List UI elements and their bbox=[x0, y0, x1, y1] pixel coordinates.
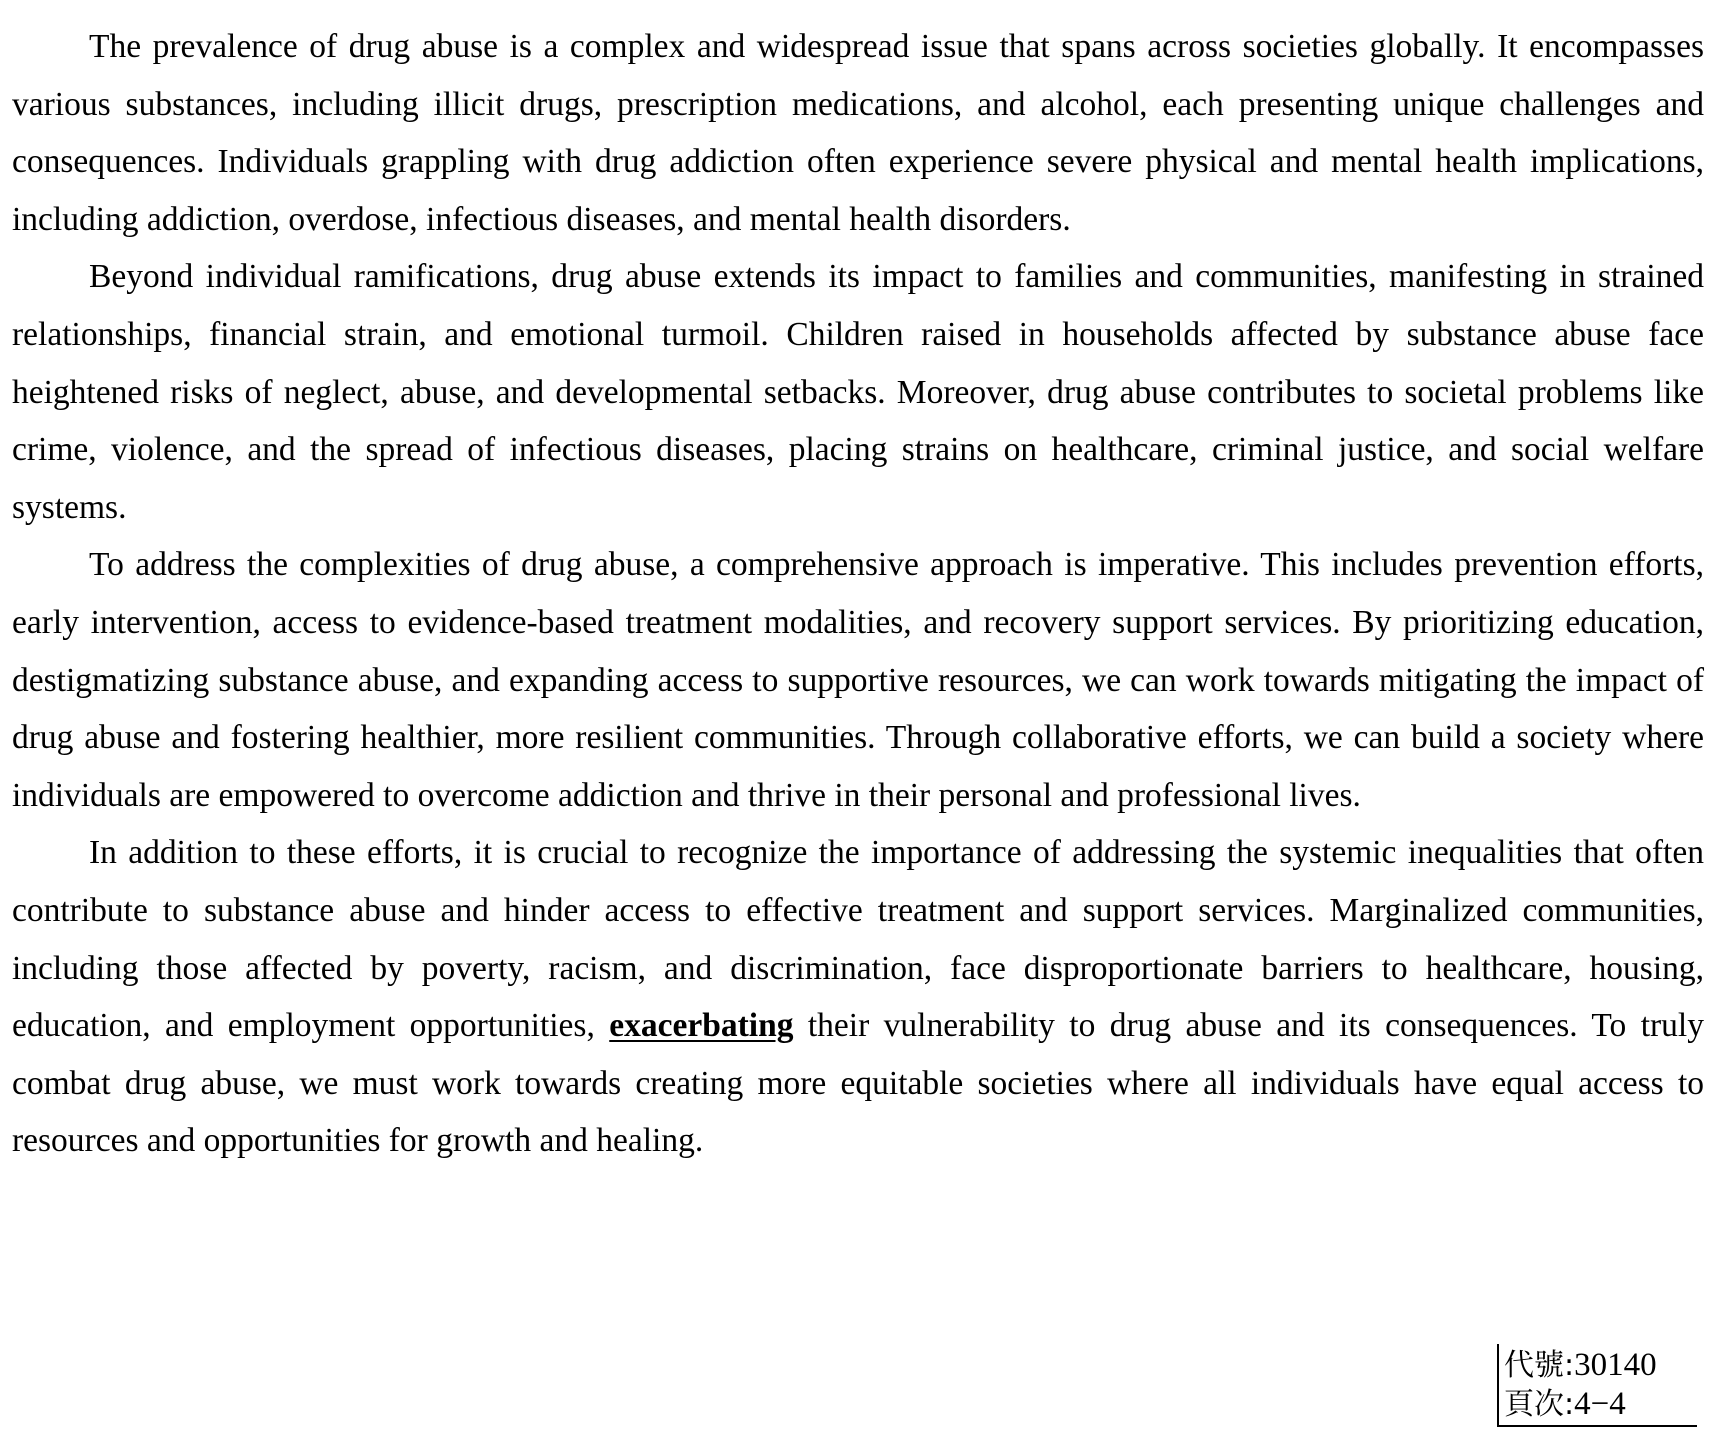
page-number-row bbox=[1504, 1385, 1697, 1424]
paragraph-2: Beyond individual ramifications, drug abuse extends its impact to families and communities, manifesting in strained relationships, financial strain, and emotional turmoil. Children raised in households affected by substance abuse face heightened risks of neglect, abuse, and developmental setbacks. Moreover, drug abuse contributes to societal problems like crime, violence, and the spread of infectious diseases, placing strains on healthcare, criminal justice, and social welfare systems. bbox=[12, 258, 1704, 526]
paragraph-4-before: In addition to these efforts, it is crucial to recognize the importance of addressing the systemic inequalities that often contribute to substance abuse and hinder access to effective treatment and support services. Marginalized communities, including those affected by poverty, racism, and discrimination, face disproportionate barriers to healthcare, housing, education, and employment opportunities, bbox=[12, 834, 1704, 1045]
article-body bbox=[12, 18, 1704, 1170]
paragraph-4-after: their vulnerability to drug abuse and its consequences. To truly combat drug abuse, we must work towards creating more equitable societies where all individuals have equal access to resources and opportunities for growth and healing. bbox=[12, 1007, 1704, 1160]
exam-code-row bbox=[1504, 1346, 1697, 1385]
page-label: 頁次: bbox=[1504, 1387, 1575, 1422]
page-value: 4−4 bbox=[1574, 1386, 1626, 1422]
exam-code-box bbox=[1497, 1344, 1697, 1427]
paragraph-1: The prevalence of drug abuse is a complex and widespread issue that spans across societies globally. It encompasses various substances, including illicit drugs, prescription medications, and alcohol, each presenting unique challenges and consequences. Individuals grappling with drug addiction often experience severe physical and mental health implications, including addiction, overdose, infectious diseases, and mental health disorders. bbox=[12, 28, 1704, 238]
paragraph-3: To address the complexities of drug abuse, a comprehensive approach is imperative. This includes prevention efforts, early intervention, access to evidence-based treatment modalities, and recovery support services. By prioritizing education, destigmatizing substance abuse, and expanding access to supportive resources, we can work towards mitigating the impact of drug abuse and fostering healthier, more resilient communities. Through collaborative efforts, we can build a society where individuals are empowered to overcome addiction and thrive in their personal and professional lives. bbox=[12, 546, 1704, 814]
highlighted-word: exacerbating bbox=[609, 1007, 794, 1045]
code-value: 30140 bbox=[1574, 1347, 1657, 1383]
code-label: 代號: bbox=[1504, 1348, 1575, 1383]
paragraph-4 bbox=[12, 824, 1704, 1170]
